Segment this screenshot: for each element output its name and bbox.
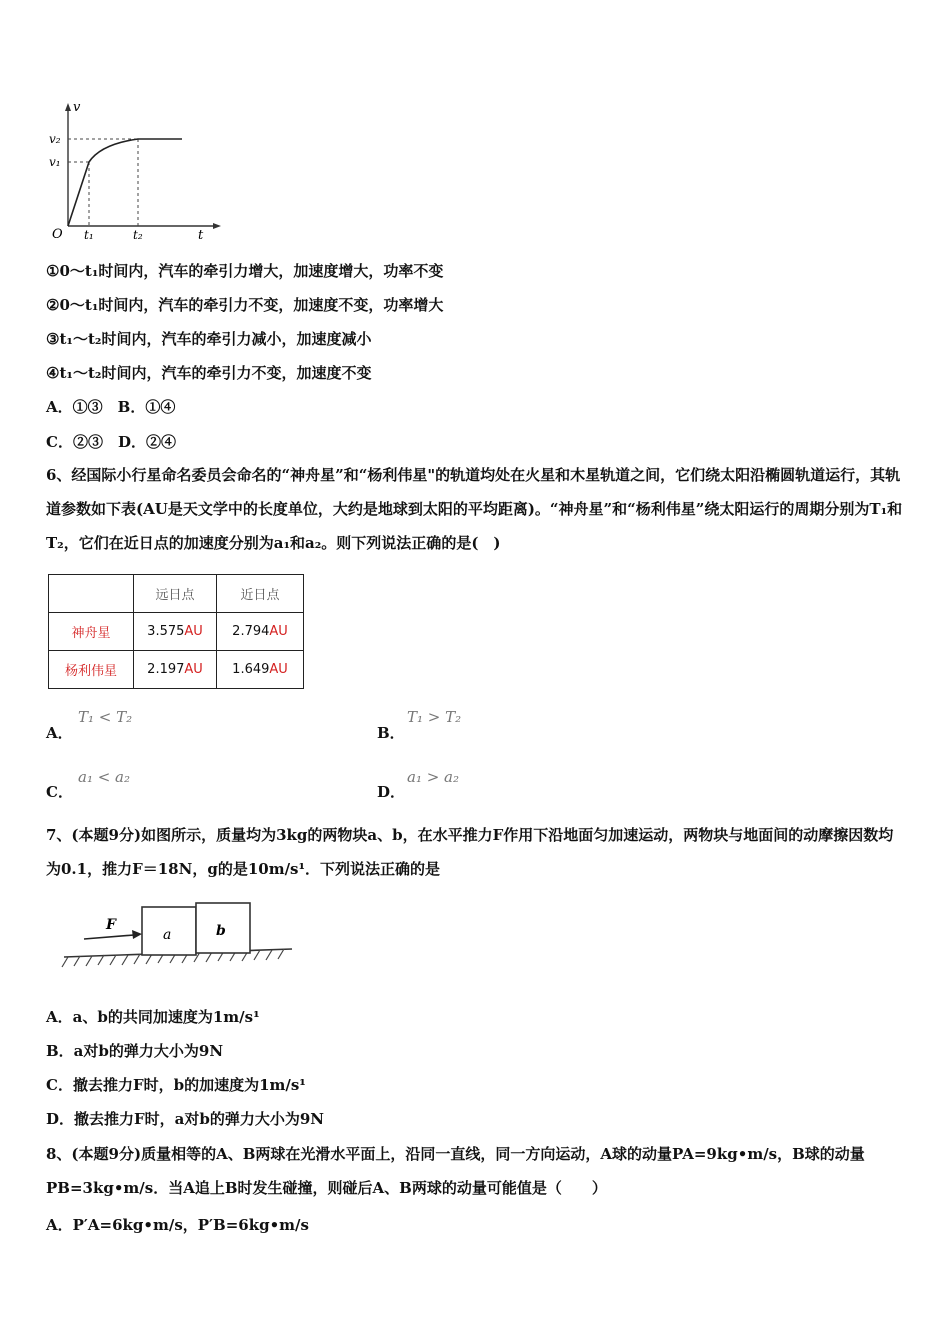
q5-statement-3: ③t₁～t₂时间内，汽车的牵引力减小，加速度减小 [46, 330, 372, 348]
perihelion-number: 1.649 [232, 662, 270, 677]
table-row [49, 613, 304, 651]
header-aphelion: 远日点 [134, 575, 217, 613]
aphelion-number: 2.197 [147, 662, 185, 677]
force-arrowhead [132, 930, 142, 939]
q7-option-c[interactable]: C．撤去推力F时，b的加速度为1m/s¹ [46, 1076, 306, 1094]
aphelion-value [134, 651, 217, 689]
force-arrow [84, 935, 134, 939]
table-row [49, 651, 304, 689]
q5-options-cd[interactable]: C．②③ D．②④ [46, 433, 176, 451]
v2-label: v₂ [49, 132, 61, 146]
q6-option-a[interactable]: A． [46, 724, 73, 742]
t-axis-arrow [213, 223, 221, 229]
q5-options-ab[interactable]: A．①③ B．①④ [46, 398, 176, 416]
unit-au: AU [269, 662, 288, 677]
block-b-label: b [216, 923, 226, 939]
q5-statement-1: ①0～t₁时间内，汽车的牵引力增大，加速度增大，功率不变 [46, 262, 444, 280]
aphelion-value [134, 613, 217, 651]
q5-statement-4: ④t₁～t₂时间内，汽车的牵引力不变，加速度不变 [46, 364, 372, 382]
q7-stem: 7、(本题9分)如图所示，质量均为3kg的两物块a、b，在水平推力F作用下沿地面匀加速运动，两物块与地面间的动摩擦因数均为0.1，推力F＝18N，g的是10m/s¹．下列说法正确的是 [46, 826, 894, 878]
t1-label: t₁ [84, 228, 94, 242]
unit-au: AU [184, 624, 203, 639]
origin-label: O [52, 227, 63, 242]
asteroid-name: 杨利伟星 [49, 651, 134, 689]
v-axis-arrow [65, 103, 71, 111]
q6-option-b[interactable]: B． [377, 724, 405, 742]
t-axis-label: t [198, 228, 204, 243]
orbit-parameter-table [48, 574, 304, 689]
q8-stem: 8、(本题9分)质量相等的A、B两球在光滑水平面上，沿同一直线，同一方向运动，A球的动量PA=9kg•m/s，B球的动量PB=3kg•m/s．当A追上B时发生碰撞，则碰后A、B两球的动量可能值是（ ） [46, 1145, 865, 1197]
t2-label: t₂ [133, 228, 143, 242]
q7-option-a[interactable]: A．a、b的共同加速度为1m/s¹ [46, 1008, 260, 1026]
unit-au: AU [184, 662, 203, 677]
q6-option-d[interactable]: D． [377, 783, 406, 801]
q6-option-b-expr: T₁ > T₂ [407, 708, 462, 726]
q6-option-c-expr: a₁ < a₂ [78, 768, 131, 786]
q5-statement-2: ②0～t₁时间内，汽车的牵引力不变，加速度不变，功率增大 [46, 296, 444, 314]
q6-stem: 6、经国际小行星命名委员会命名的“神舟星”和“杨利伟星"的轨道均处在火星和木星轨道之间，它们绕太阳沿椭圆轨道运行，其轨道参数如下表(AU是天文学中的长度单位，大约是地球到太阳的平均距离)。“神舟星”和“杨利伟星”绕太阳运行的周期分别为T₁和T₂，它们在近日点的加速度分别为a₁和a₂。则下列说法正确的是( ) [46, 466, 903, 552]
velocity-time-graph [46, 98, 226, 243]
q6-option-c[interactable]: C． [46, 783, 73, 801]
q7-option-d[interactable]: D．撤去推力F时，a对b的弹力大小为9N [46, 1110, 325, 1128]
q7-option-b[interactable]: B．a对b的弹力大小为9N [46, 1042, 224, 1060]
table-corner-cell [49, 575, 134, 613]
q8-option-a[interactable]: A．P′A=6kg•m/s，P′B=6kg•m/s [46, 1216, 309, 1234]
header-perihelion: 近日点 [217, 575, 304, 613]
table-header-row [49, 575, 304, 613]
aphelion-number: 3.575 [147, 624, 185, 639]
perihelion-number: 2.794 [232, 624, 270, 639]
unit-au: AU [269, 624, 288, 639]
blocks-figure [46, 893, 296, 975]
v-axis-label: v [73, 100, 81, 115]
asteroid-name: 神舟星 [49, 613, 134, 651]
block-a-label: a [163, 927, 172, 943]
velocity-curve [68, 139, 182, 226]
q6-option-a-expr: T₁ < T₂ [78, 708, 133, 726]
v1-label: v₁ [49, 155, 61, 169]
perihelion-value [217, 651, 304, 689]
perihelion-value [217, 613, 304, 651]
force-label: F [106, 917, 116, 933]
q6-option-d-expr: a₁ > a₂ [407, 768, 460, 786]
